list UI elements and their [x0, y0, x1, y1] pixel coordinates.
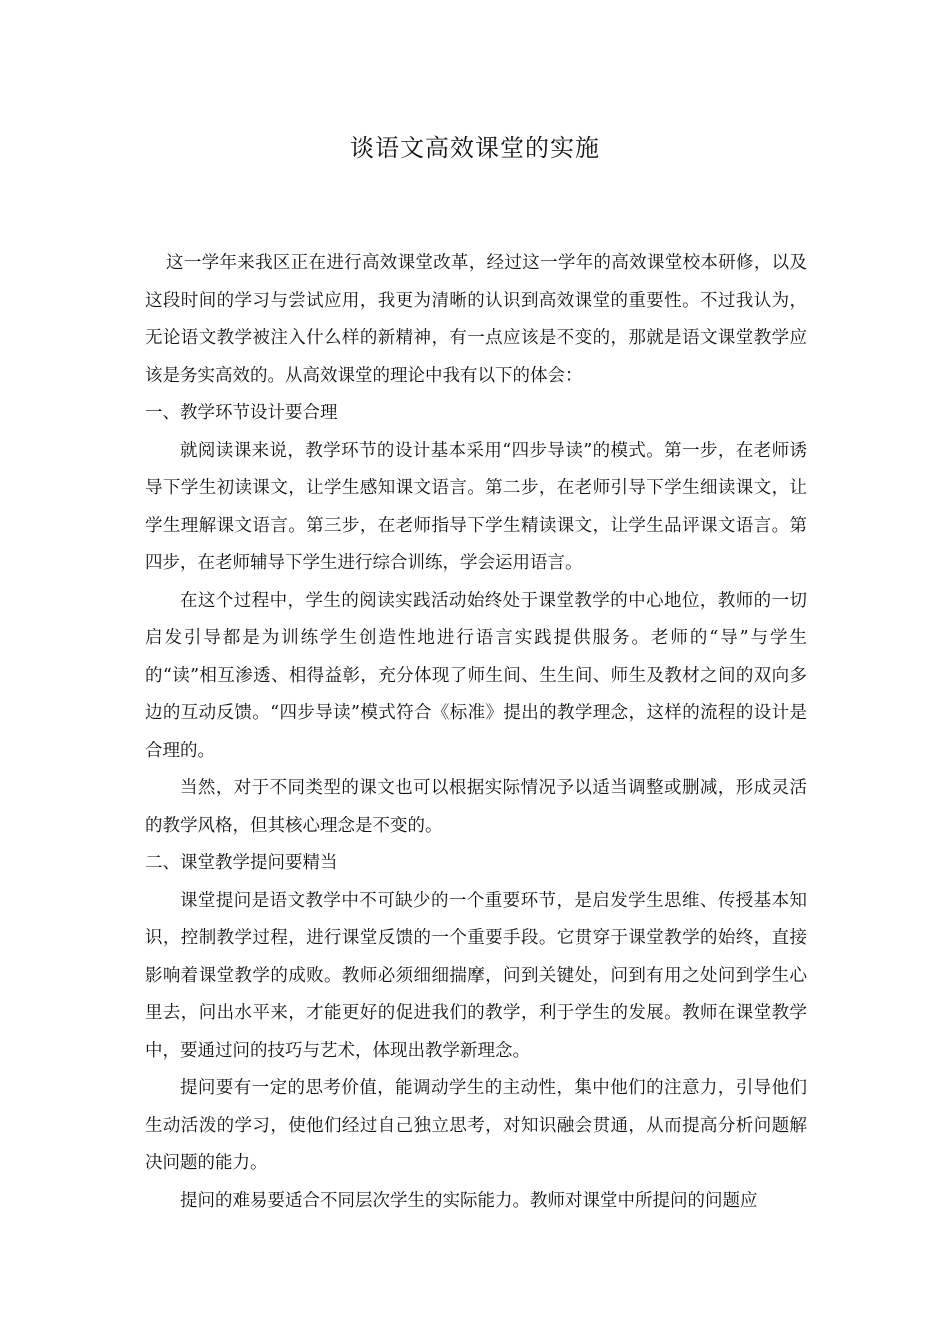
section-heading-2: 二、课堂教学提问要精当	[145, 853, 338, 873]
document-body	[145, 245, 807, 1220]
section-1-paragraph-3: 当然，对于不同类型的课文也可以根据实际情况予以适当调整或删减，形成灵活的教学风格，但其核心理念是不变的。	[145, 778, 807, 836]
intro-paragraph: 这一学年来我区正在进行高效课堂改革，经过这一学年的高效课堂校本研修，以及这段时间的学习与尝试应用，我更为清晰的认识到高效课堂的重要性。不过我认为，无论语文教学被注入什么样的新精神，有一点应该是不变的，那就是语文课堂教学应该是务实高效的。从高效课堂的理论中我有以下的体会：	[145, 253, 807, 386]
document-title: 谈语文高效课堂的实施	[350, 134, 600, 162]
section-1-paragraph-1: 就阅读课来说，教学环节的设计基本采用“四步导读”的模式。第一步，在老师诱导下学生初读课文，让学生感知课文语言。第二步，在老师引导下学生细读课文，让学生理解课文语言。第三步，在老师指导下学生精读课文，让学生品评课文语言。第四步，在老师辅导下学生进行综合训练，学会运用语言。	[145, 440, 807, 573]
section-2-paragraph-3: 提问的难易要适合不同层次学生的实际能力。教师对课堂中所提问的问题应	[180, 1190, 758, 1211]
section-2-paragraph-2: 提问要有一定的思考价值，能调动学生的主动性，集中他们的注意力，引导他们生动活泼的学习，使他们经过自己独立思考，对知识融会贯通，从而提高分析问题解决问题的能力。	[145, 1078, 807, 1173]
section-1-paragraph-2: 在这个过程中，学生的阅读实践活动始终处于课堂教学的中心地位，教师的一切启发引导都是为训练学生创造性地进行语言实践提供服务。老师的“导”与学生的“读”相互渗透、相得益彰，充分体现了师生间、生生间、师生及教材之间的双向多边的互动反馈。“四步导读”模式符合《标准》提出的教学理念，这样的流程的设计是合理的。	[145, 590, 807, 761]
section-2-paragraph-1: 课堂提问是语文教学中不可缺少的一个重要环节，是启发学生思维、传授基本知识，控制教学过程，进行课堂反馈的一个重要手段。它贯穿于课堂教学的始终，直接影响着课堂教学的成败。教师必须细细揣摩，问到关键处，问到有用之处问到学生心里去，问出水平来，才能更好的促进我们的教学，利于学生的发展。教师在课堂教学中，要通过问的技巧与艺术，体现出教学新理念。	[145, 890, 807, 1061]
section-heading-1: 一、教学环节设计要合理	[145, 403, 338, 423]
